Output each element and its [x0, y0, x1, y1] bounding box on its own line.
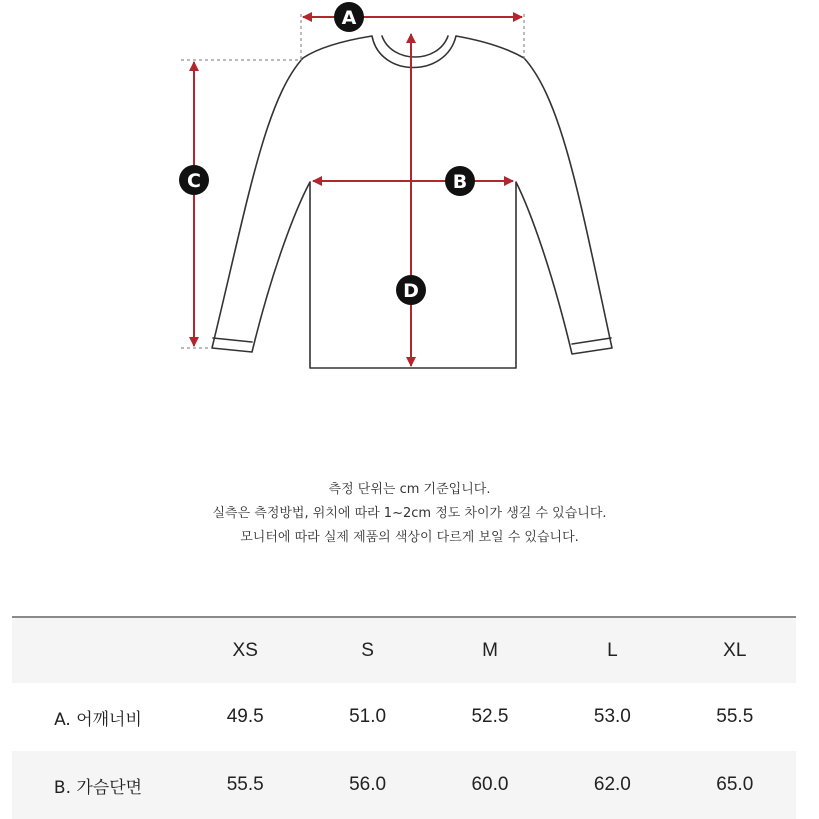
marker-d: [396, 275, 426, 305]
marker-a: [334, 2, 364, 32]
right-cuff: [572, 338, 611, 344]
cell-shoulder-s: 51.0: [349, 706, 387, 727]
marker-a-label: A: [341, 7, 357, 29]
note-unit: 측정 단위는 cm 기준입니다.: [328, 482, 491, 497]
marker-d-label: D: [403, 280, 419, 302]
cell-chest-xl: 65.0: [716, 774, 754, 795]
marker-b-label: B: [452, 171, 468, 193]
cell-shoulder-l: 53.0: [593, 706, 631, 727]
cell-shoulder-m: 52.5: [471, 706, 509, 727]
size-header-l: L: [607, 639, 618, 661]
cell-chest-l: 62.0: [593, 774, 631, 795]
header-blank-cell: [12, 617, 184, 683]
size-header-xs: XS: [232, 639, 258, 661]
table-row-chest: [12, 751, 796, 819]
size-header-row: [12, 617, 796, 683]
row-label-chest: B. 가슴단면: [53, 777, 143, 798]
note-monitor-color: 모니터에 따라 실제 제품의 색상이 다르게 보일 수 있습니다.: [240, 530, 579, 545]
size-table: [12, 616, 796, 819]
measurement-arrows: [194, 17, 522, 366]
marker-c: [179, 165, 209, 195]
size-header-xl: XL: [723, 639, 747, 661]
cell-chest-m: 60.0: [471, 774, 509, 795]
measurement-notes: [0, 478, 819, 550]
cell-shoulder-xs: 49.5: [226, 706, 264, 727]
marker-b: [445, 166, 475, 196]
marker-c-label: C: [187, 170, 201, 192]
left-cuff: [213, 338, 252, 342]
collar-inner: [382, 36, 448, 57]
note-tolerance: 실측은 측정방법, 위치에 따라 1~2cm 정도 차이가 생길 수 있습니다.: [212, 506, 607, 521]
table-row-shoulder: [12, 683, 796, 751]
row-label-shoulder: A. 어깨너비: [54, 709, 142, 730]
cell-chest-s: 56.0: [349, 774, 387, 795]
size-header-m: M: [482, 639, 498, 661]
cell-shoulder-xl: 55.5: [716, 706, 754, 727]
cell-chest-xs: 55.5: [226, 774, 264, 795]
size-header-s: S: [361, 639, 374, 661]
